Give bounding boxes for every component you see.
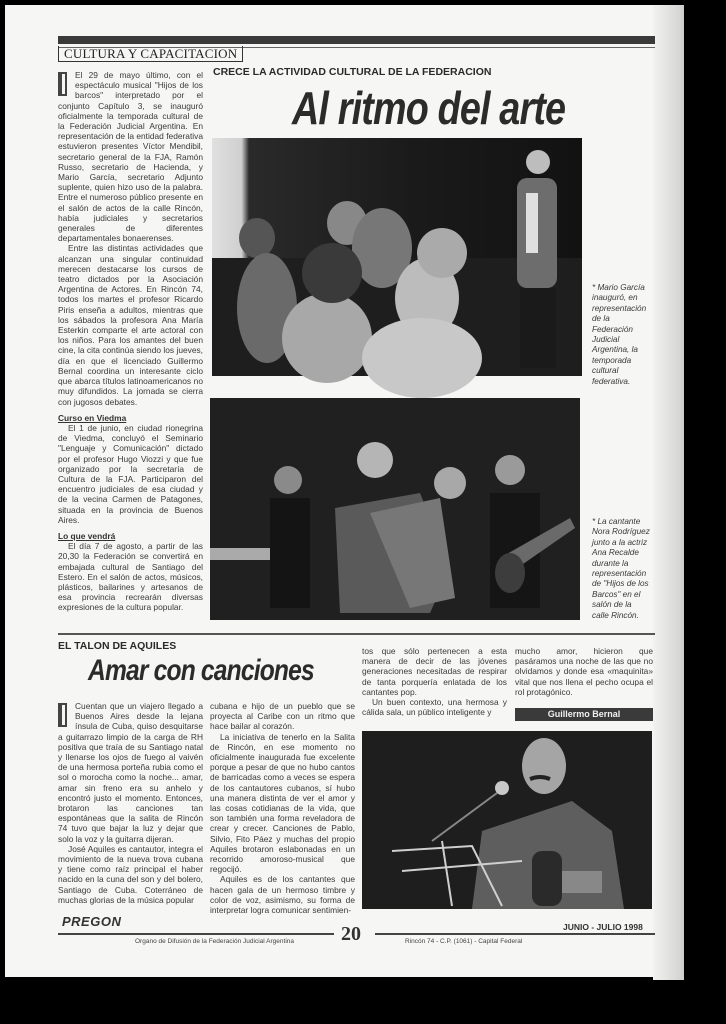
article2-paragraph: La iniciativa de tenerlo en la Salita de Rincón, en ese momento no oficialmente inaugurada fue excelente porque a pesar de que no hubo cantos de barricadas como a veces se espera de los cantautores cubanos, sí hubo una manera distinta de ver el amor y las cosas cotidianas de la vida, que son también una forma reveladora de crear y crecer. Canciones de Pablo, Silvio, Fito Páez y muchas del propio Aquiles brotaron eslabonadas en un recorrido amoroso-musical que regocijó. (210, 731, 355, 875)
article2-column-4 (515, 646, 653, 704)
photo-performers (210, 398, 580, 620)
article2-paragraph: José Aquiles es cantautor, integra el movimiento de la nueva trova cubana y tiene como raíz principal el haber nacido en la cuna del son y del bolero, Santiago de Cuba. Coterráneo de muchas glorias de la música popular (58, 843, 203, 905)
article2-paragraph: tos que sólo pertenecen a esta manera de decir de las jóvenes generaciones necesitadas de respirar de tanta porquería enlatada de los cantantes pop. (362, 646, 507, 697)
article1-kicker: CRECE LA ACTIVIDAD CULTURAL DE LA FEDERACION (213, 66, 492, 78)
article2-paragraph: Un buen contexto, una hermosa y cálida sala, un público inteligente y (362, 697, 507, 718)
article2-paragraph: cubana e hijo de un pueblo que se proyecta al Caribe con un ritmo que hace bailar al corazón. (210, 701, 355, 732)
article1-paragraph: El 29 de mayo último, con el espectáculo musical "Hijos de los barcos" interpretado por el conjunto Capítulo 3, se inauguró oficialmente la temporada cultural de la Federación Judicial Argentina. En representación de la entidad federativa estuvieron presentes Víctor Mendibil, secretario general de la FJA, Ramón Russo, secretario de Hacienda, y Mario García, secretario Adjunto suplente, quien hizo uso de la palabra. Entre el numeroso público presente en el salón de actos de la calle Rincón, había judiciales y secretarios generales de diferentes departamentales bonaerenses. (58, 70, 203, 244)
footer-address: Rincón 74 - C.P. (1061) - Capital Federal (405, 938, 523, 945)
article1-headline: Al ritmo del arte (292, 82, 566, 134)
scan-border-bottom (0, 980, 726, 1024)
section-label: CULTURA Y CAPACITACION (58, 46, 243, 62)
photo-singer (362, 731, 652, 909)
article2-paragraph: Aquiles es de los cantantes que hacen gala de un hermoso timbre y color de voz, asimismo, su forma de interpretar logra comunicar sentimien- (210, 874, 355, 916)
byline: Guillermo Bernal (515, 708, 653, 721)
subhead-viedma: Curso en Viedma (58, 412, 127, 423)
pregon-logo: PREGON (62, 914, 122, 929)
article2-column-1 (58, 701, 203, 909)
footer-rule-right (375, 933, 655, 935)
drop-cap-icon (58, 703, 67, 727)
footer-rule-left (58, 933, 334, 935)
performers-photo-image (210, 398, 580, 620)
article2-column-2 (210, 701, 355, 916)
article1-paragraph: El día 7 de agosto, a partir de las 20,30 la Federación se convertirá en embajada cultural de Santiago del Estero. En el salón de actos, músicos, plásticos, bailarines y artesanos de esa provincia recrearán diversas expresiones de la cultura popular. (58, 541, 203, 613)
article2-paragraph: Cuentan que un viajero llegado a Buenos Aires desde la lejana ínsula de Cuba, quiso desquitarse a guitarrazo limpio de la carga de RH positiva que traía de su Santiago natal y llenarse los ojos de fuego al vaivén de una hermosa porteña rubia como el sol o morocha como la noche... amar, amar sin freno era su anhelo y encontró justo el momento. Entonces, brotaron las canciones tan espontáneas que la salita de Rincón 74 tuvo que bajar la luz y dejar que solo la voz y la guitarra dijeran. (58, 701, 203, 844)
article2-kicker: EL TALON DE AQUILES (58, 640, 177, 652)
page-number: 20 (341, 923, 361, 945)
drop-cap-icon (58, 72, 67, 96)
article-divider (58, 633, 655, 635)
article1-paragraph: Entre las distintas actividades que alcanzan una singular continuidad merecen destacarse los cursos de teatro dictados por la Asociación Argentina de Actores. En Rincón 74, todos los martes el profesor Ricardo Piris enseña a adultos, mientras que los sábados la profesora Ana María Esterkin comparte el arte actoral con los niños. Para los amantes del buen cine, la cita continúa siendo los jueves, día en que el licenciado Guillermo Bernal coordina un interesante ciclo que abarca títulos latinoamericanos no muy difundidos. La jornada se cierra con jugosos debates. (58, 243, 203, 407)
newspaper-page (5, 5, 667, 977)
article1-body (58, 70, 203, 626)
photo-audience (212, 138, 582, 376)
singer-photo-image (362, 731, 652, 909)
caption-photo1: * Mario García inauguró, en representación de la Federación Judicial Argentina, la temporada cultural federativa. (592, 283, 647, 386)
issue-date: JUNIO - JULIO 1998 (563, 922, 643, 932)
audience-photo-image (212, 138, 582, 376)
subhead-lo-que-vendra: Lo que vendrá (58, 530, 116, 541)
top-rule (58, 36, 655, 44)
article2-paragraph: mucho amor, hicieron que pasáramos una noche de las que no olvidamos y donde esa «maquinita» vital que nos llena el pecho ocupa el rol protagónico. (515, 646, 653, 697)
scan-border-right (684, 0, 726, 1024)
caption-photo2: * La cantante Nora Rodríguez junto a la actriz Ana Recalde durante la representación de "Hijos de los Barcos" en el salón de la calle Rincón. (592, 517, 650, 620)
article2-column-3 (362, 646, 507, 726)
footer-organ: Organo de Difusión de la Federación Judicial Argentina (135, 938, 294, 945)
article2-headline: Amar con canciones (88, 654, 314, 687)
article1-paragraph: El 1 de junio, en ciudad rionegrina de Viedma, concluyó el Seminario "Lenguaje y Comunicación" dictado por el profesor Hugo Viozzi y que fue organizado por la secretaría de Cultura de la FJA. Participaron del encuentro judiciales de esa ciudad y de la vecina Carmen de Patagones, situada en la provincia de Buenos Aires. (58, 422, 203, 525)
